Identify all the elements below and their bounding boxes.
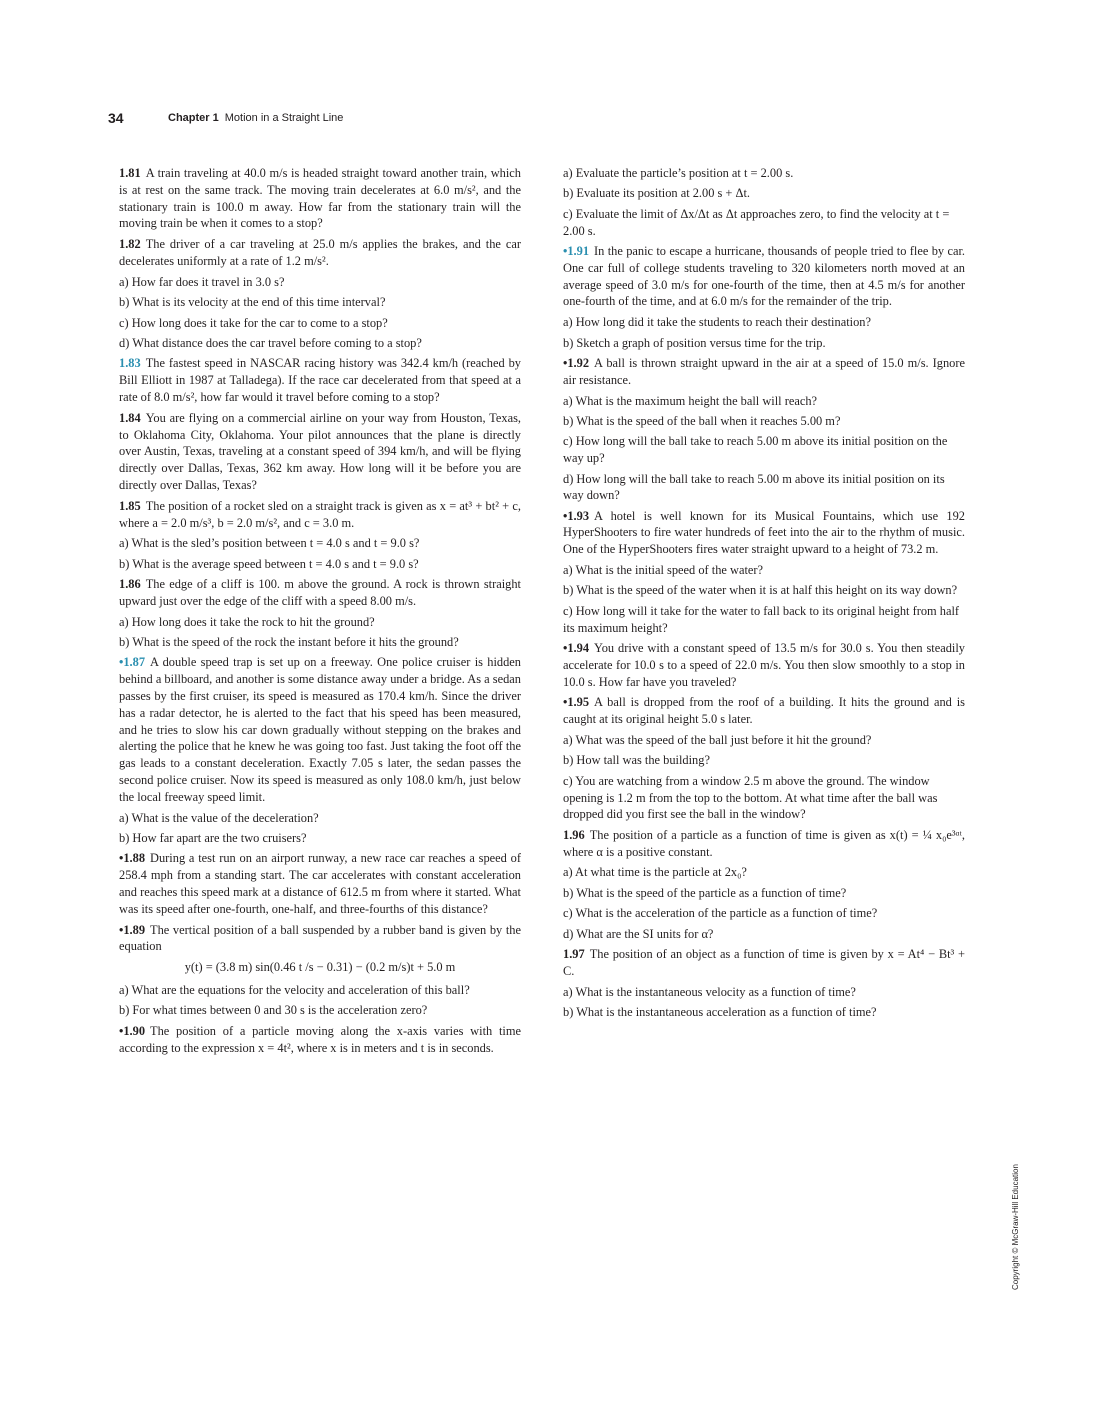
problem-1-93: [563, 508, 965, 558]
problem-part: a) What are the equations for the velocity and acceleration of this ball?: [119, 983, 470, 997]
chapter-label: Chapter 1: [168, 112, 219, 124]
problem-part: a) Evaluate the particle’s position at t = 2.00 s.: [563, 166, 794, 180]
problem-1-92: [563, 355, 965, 389]
problem-part: b) For what times between 0 and 30 s is the acceleration zero?: [119, 1003, 428, 1018]
problem-1-96: [563, 827, 965, 861]
problem-part: d) What are the SI units for α?: [563, 926, 714, 941]
problem-part: a) What was the speed of the ball just before it hit the ground?: [563, 733, 872, 748]
problem-1-86: [119, 576, 521, 610]
problem-number: 1.84: [119, 410, 141, 425]
problem-part: c) How long does it take for the car to come to a stop?: [119, 315, 388, 330]
problem-1-81: [119, 165, 521, 232]
problem-number: •1.94: [563, 641, 590, 656]
problem-1-95: [563, 694, 965, 728]
problem-number: 1.82: [119, 237, 141, 252]
problem-number: 1.96: [563, 827, 585, 842]
problem-1-83: [119, 355, 521, 405]
problem-number: •1.91: [563, 243, 590, 258]
copyright-notice: Copyright © McGraw-Hill Education: [1011, 1164, 1020, 1290]
problem-part: b) What is the instantaneous acceleration as a function of time?: [563, 1004, 877, 1019]
problem-number: •1.87: [119, 655, 146, 670]
problem-text: The vertical position of a ball suspended by a rubber band is given by the equation: [119, 922, 521, 954]
problem-number: 1.86: [119, 577, 141, 592]
problem-text: In the panic to escape a hurricane, thousands of people tried to flee by car. One car full of college students traveling to 320 kilometers north moved at an average speed of 3.0 m/s for one-fourth of the time, then at 4.5 m/s for another one-fourth of the time, and at 6.0 m/s for the remainder of the trip.: [563, 243, 965, 309]
problem-part: a) What is the sled’s position between t = 4.0 s and t = 9.0 s?: [119, 536, 420, 551]
left-column: [119, 165, 521, 1060]
problem-part: a) At what time is the particle at 2x₀?: [563, 865, 747, 880]
problem-1-89: [119, 922, 521, 956]
running-header: [108, 108, 343, 128]
problem-number: 1.85: [119, 498, 141, 513]
chapter-title: Motion in a Straight Line: [224, 112, 344, 124]
problem-text: The driver of a car traveling at 25.0 m/s applies the brakes, and the car decelerates uniformly at a rate of 1.2 m/s².: [119, 237, 521, 268]
problem-1-94: [563, 640, 965, 690]
problem-text: You are flying on a commercial airline on your way from Houston, Texas, to Oklahoma City, Oklahoma. Your pilot announces that the plane is directly over Austin, Texas, traveling at a constant speed of 394 km/h, and will be flying directly over Dallas, Texas, 362 km away. How long will it be before you are directly over Dallas, Texas?: [119, 410, 521, 492]
problem-1-90: [119, 1023, 521, 1057]
problem-number: •1.92: [563, 355, 590, 370]
problem-part: c) Evaluate the limit of Δx/Δt as Δt approaches zero, to find the velocity at t = 2.00 s.: [563, 206, 950, 238]
problem-part: a) How long did it take the students to reach their destination?: [563, 315, 871, 330]
problem-1-82: [119, 236, 521, 270]
problem-number: •1.90: [119, 1023, 146, 1038]
problem-text: The position of an object as a function of time is given by x = At⁴ − Bt³ + C.: [563, 946, 965, 978]
problem-part: b) What is its velocity at the end of this time interval?: [119, 295, 386, 310]
problem-part: c) How long will the ball take to reach 5.00 m above its initial position on the way up?: [563, 434, 948, 466]
problem-text: A ball is thrown straight upward in the air at a speed of 15.0 m/s. Ignore air resistance.: [563, 355, 965, 387]
problem-1-88: [119, 850, 521, 917]
problem-number: •1.95: [563, 695, 590, 710]
problem-text: A train traveling at 40.0 m/s is headed straight toward another train, which is at rest on the same track. The moving train decelerates at 6.0 m/s², and the stationary train is 100.0 m away. How far from the stationary train will the moving train be when it comes to a stop?: [119, 166, 521, 231]
problem-part: b) Sketch a graph of position versus time for the trip.: [563, 335, 826, 350]
problem-text: The position of a rocket sled on a straight track is given as x = at³ + bt² + c, where a = 2.0 m/s³, b = 2.0 m/s², and c = 3.0 m.: [119, 498, 521, 530]
problem-part: a) What is the instantaneous velocity as a function of time?: [563, 984, 856, 999]
equation: y(t) = (3.8 m) sin(0.46 t /s − 0.31) − (0.2 m/s)t + 5.0 m: [184, 960, 456, 975]
problem-text: The fastest speed in NASCAR racing history was 342.4 km/h (reached by Bill Elliott in 1987 at Talladega). If the race car decelerated from that speed at a rate of 8.0 m/s², how far would it travel before coming to a stop?: [119, 356, 521, 404]
problem-text: During a test run on an airport runway, a new race car reaches a speed of 258.4 mph from a standing start. The car accelerates with constant acceleration and reaches this speed mark at a distance of 612.5 m from where it started. What was its speed after one-fourth, one-half, and three-fourths of this distance?: [119, 851, 521, 916]
page-number: 34: [108, 110, 124, 126]
problem-part: a) How long does it take the rock to hit the ground?: [119, 614, 375, 629]
problem-part: b) Evaluate its position at 2.00 s + Δt.: [563, 186, 751, 201]
problem-part: b) How tall was the building?: [563, 753, 710, 768]
problem-part: a) How far does it travel in 3.0 s?: [119, 274, 285, 289]
problem-part: b) What is the speed of the ball when it reaches 5.00 m?: [563, 413, 841, 428]
problem-part: a) What is the maximum height the ball will reach?: [563, 393, 818, 408]
problem-part: c) What is the acceleration of the particle as a function of time?: [563, 906, 878, 921]
problem-number: 1.83: [119, 356, 141, 371]
problem-number: 1.81: [119, 166, 141, 180]
right-column: [563, 165, 965, 1024]
problem-1-84: [119, 410, 521, 494]
problem-part: c) You are watching from a window 2.5 m above the ground. The window opening is 1.2 m from the top to the bottom. At what time after the ball was dropped did you first see the ball in the window?: [563, 773, 938, 822]
problem-number: •1.88: [119, 851, 146, 866]
problem-part: b) What is the speed of the water when it is at half this height on its way down?: [563, 583, 958, 598]
problem-text: You drive with a constant speed of 13.5 m/s for 30.0 s. You then steadily accelerate for 10.0 s to a speed of 22.0 m/s. You then slow smoothly to a stop in 10.0 s. How far have you traveled?: [563, 641, 965, 689]
problem-text: A ball is dropped from the roof of a building. It hits the ground and is caught at its original height 5.0 s later.: [563, 695, 965, 727]
problem-part: a) What is the value of the deceleration?: [119, 810, 319, 825]
problem-1-97: [563, 946, 965, 980]
problem-part: d) How long will the ball take to reach 5.00 m above its initial position on its way down?: [563, 471, 945, 503]
problem-part: b) What is the speed of the rock the instant before it hits the ground?: [119, 635, 459, 650]
problem-1-87: [119, 654, 521, 805]
problem-number: 1.97: [563, 946, 585, 961]
problem-number: •1.89: [119, 922, 146, 937]
problem-part: d) What distance does the car travel before coming to a stop?: [119, 335, 422, 350]
problem-part: b) What is the average speed between t = 4.0 s and t = 9.0 s?: [119, 556, 419, 571]
problem-text: A double speed trap is set up on a freeway. One police cruiser is hidden behind a billboard, and another is some distance away under a bridge. As a sedan passes by the first cruiser, its speed is measured as 170.4 km/h. Since the driver has a radar detector, he is alerted to the fact that his speed has been measured, and he tries to slow his car down gradually without stepping on the brakes and alerting the police that he knew he was going too fast. Just taking the foot off the gas leads to a constant deceleration. Exactly 7.05 s later, the sedan passes the second police cruiser. Now its speed is measured as only 108.0 km/h, just below the local freeway speed limit.: [119, 655, 521, 804]
problem-text: The position of a particle as a function of time is given as x(t) = ¼ x₀e³ᵅᵗ, where α is a positive constant.: [563, 827, 965, 859]
problem-part: b) What is the speed of the particle as a function of time?: [563, 885, 847, 900]
problem-text: A hotel is well known for its Musical Fountains, which use 192 HyperShooters to fire water hundreds of feet into the air to the rhythm of music. One of the HyperShooters fires water straight upward to a height of 73.2 m.: [563, 508, 965, 557]
problem-text: The position of a particle moving along the x-axis varies with time according to the expression x = 4t², where x is in meters and t is in seconds.: [119, 1023, 521, 1055]
problem-part: b) How far apart are the two cruisers?: [119, 831, 307, 846]
problem-number: •1.93: [563, 508, 590, 523]
problem-1-91: [563, 243, 965, 310]
problem-1-85: [119, 498, 521, 532]
problem-text: The edge of a cliff is 100. m above the ground. A rock is thrown straight upward just over the edge of the cliff with a speed 8.00 m/s.: [119, 577, 521, 608]
problem-part: a) What is the initial speed of the water?: [563, 563, 764, 578]
problem-part: c) How long will it take for the water to fall back to its original height from half its maximum height?: [563, 603, 960, 635]
